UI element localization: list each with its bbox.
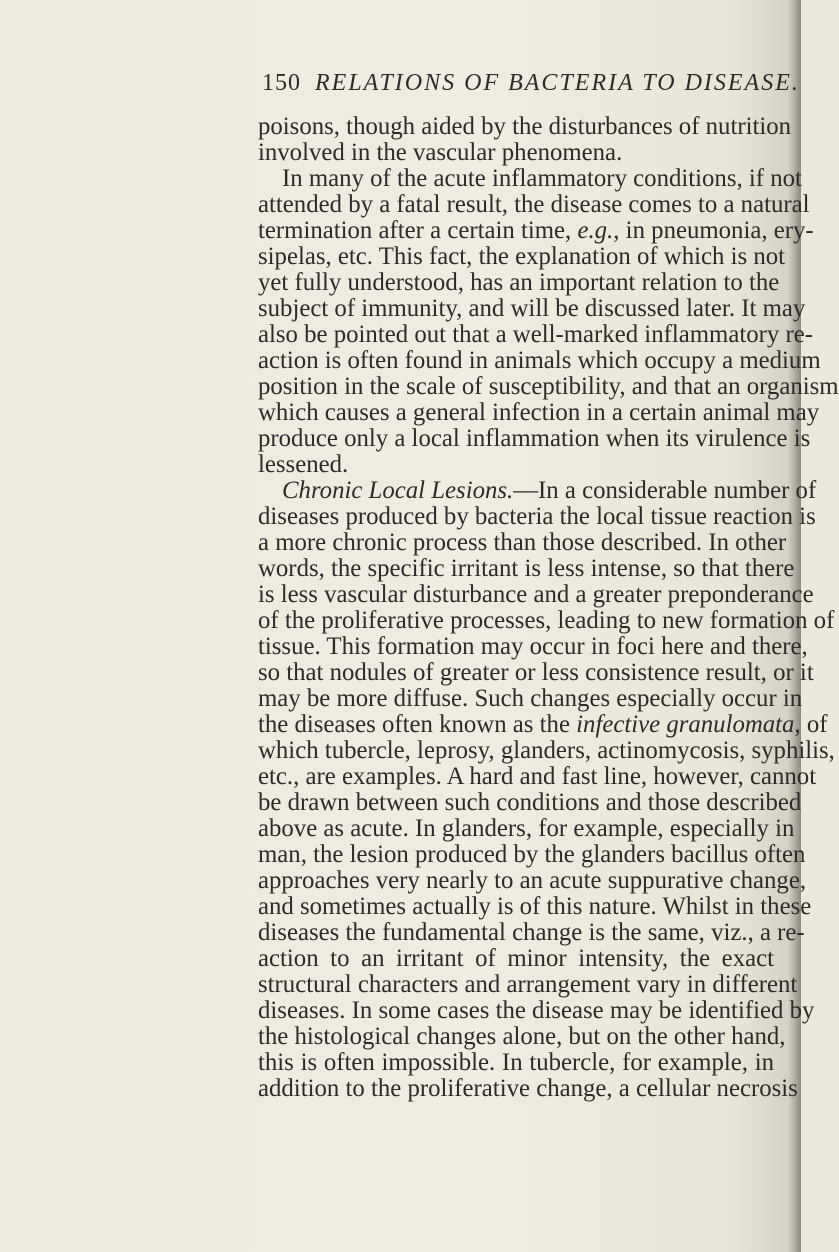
text-line: position in the scale of susceptibility, and that an organism bbox=[258, 373, 839, 400]
text-line: involved in the vascular phenomena. bbox=[258, 139, 623, 166]
text-line: yet fully understood, has an important relation to the bbox=[258, 269, 780, 296]
text-line: may be more diffuse. Such changes especially occur in bbox=[258, 685, 803, 712]
text-line: is less vascular disturbance and a greater preponderance bbox=[258, 581, 814, 608]
text-line: produce only a local inflammation when its virulence is bbox=[258, 425, 811, 452]
text-line: above as acute. In glanders, for example, especially in bbox=[258, 815, 795, 842]
running-title: RELATIONS OF BACTERIA TO DISEASE. bbox=[315, 70, 800, 96]
text-line: and sometimes actually is of this nature. Whilst in these bbox=[258, 893, 812, 920]
text-line: of the proliferative processes, leading to new formation of bbox=[258, 607, 835, 634]
text-line: the histological changes alone, but on the other hand, bbox=[258, 1023, 786, 1050]
text-line: be drawn between such conditions and those described bbox=[258, 789, 802, 816]
text-line: also be pointed out that a well-marked inflammatory re- bbox=[258, 321, 813, 348]
text-line: this is often impossible. In tubercle, for example, in bbox=[258, 1049, 774, 1076]
text-line: action to an irritant of minor intensity, the exact bbox=[258, 945, 774, 972]
text-line: subject of immunity, and will be discussed later. It may bbox=[258, 295, 806, 322]
text-line: which causes a general infection in a certain animal may bbox=[258, 399, 820, 426]
text-line: action is often found in animals which occupy a medium bbox=[258, 347, 821, 374]
text-line: addition to the proliferative change, a cellular necrosis bbox=[258, 1075, 798, 1102]
body-text bbox=[258, 113, 839, 1102]
text-line: words, the specific irritant is less intense, so that there bbox=[258, 555, 795, 582]
text-line: termination after a certain time, e.g., in pneumonia, ery- bbox=[258, 217, 814, 244]
text-line: poisons, though aided by the disturbances of nutrition bbox=[258, 113, 792, 140]
text-line: man, the lesion produced by the glanders bacillus often bbox=[258, 841, 806, 868]
text-line: lessened. bbox=[258, 451, 349, 478]
text-line: attended by a fatal result, the disease comes to a natural bbox=[258, 191, 810, 218]
page-number: 150 bbox=[262, 70, 301, 96]
section-heading: Chronic Local Lesions. bbox=[282, 477, 514, 504]
text-line: diseases. In some cases the disease may be identified by bbox=[258, 997, 815, 1024]
text-line: so that nodules of greater or less consistence result, or it bbox=[258, 659, 814, 686]
text-line: etc., are examples. A hard and fast line, however, cannot bbox=[258, 763, 817, 790]
text-line: tissue. This formation may occur in foci here and there, bbox=[258, 633, 808, 660]
text-line: diseases the fundamental change is the same, viz., a re- bbox=[258, 919, 805, 946]
text-line: approaches very nearly to an acute suppurative change, bbox=[258, 867, 807, 894]
text-line: the diseases often known as the infective granulomata, of bbox=[258, 711, 828, 738]
text-line: diseases produced by bacteria the local tissue reaction is bbox=[258, 503, 816, 530]
italic-term: infective granulomata bbox=[576, 711, 795, 738]
italic-abbreviation: e.g. bbox=[577, 217, 614, 244]
text-line: a more chronic process than those described. In other bbox=[258, 529, 787, 556]
text-line: structural characters and arrangement vary in different bbox=[258, 971, 798, 998]
text-line: which tubercle, leprosy, glanders, actinomycosis, syphilis, bbox=[258, 737, 835, 764]
section-heading-line: Chronic Local Lesions.—In a considerable number of bbox=[282, 477, 817, 504]
page-header bbox=[262, 70, 800, 104]
paragraph-start-line: In many of the acute inflammatory conditions, if not bbox=[282, 165, 802, 192]
text-line: sipelas, etc. This fact, the explanation of which is not bbox=[258, 243, 786, 270]
